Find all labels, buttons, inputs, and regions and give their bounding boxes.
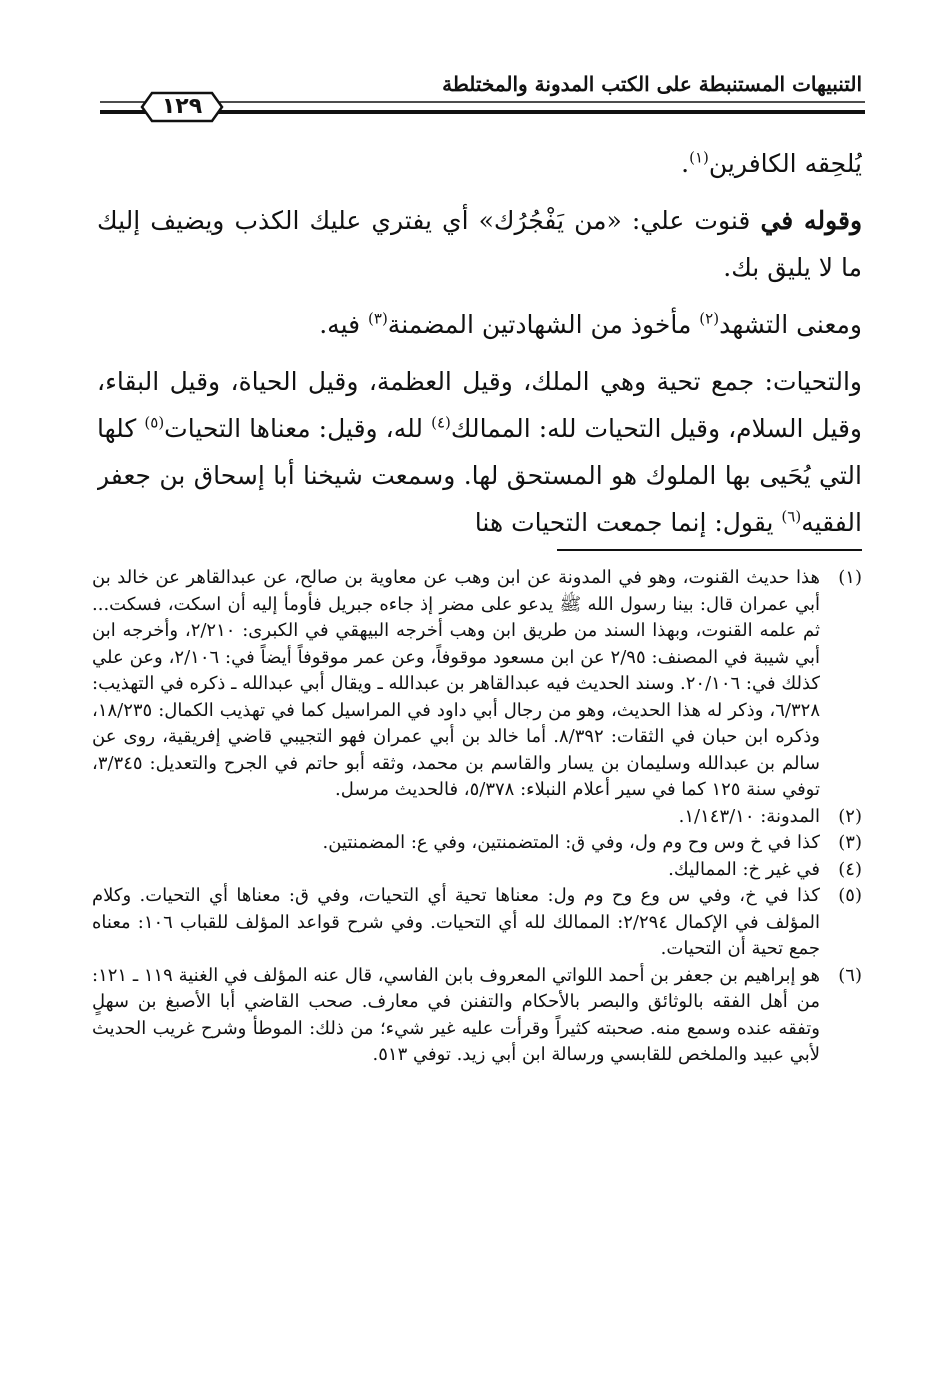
paragraph-4-text-b: لله، وقيل: معناها التحيات — [164, 414, 432, 443]
footnote-text: هذا حديث القنوت، وهو في المدونة عن ابن وهب عن معاوية بن صالح، عن عبدالقاهر عن خالد بن أبي عمران قال: بينا رسول الله ﷺ يدعو على مضر إذ جاءه جبريل فأومأ إليه أن اسكت، فسكت... ثم علمه القنوت، وبهذا السند من طريق ابن وهب أخرجه البيهقي في الكبرى: ٢/٢١٠، وأخرجه ابن أبي شيبة في المصنف: ٢/٩٥ عن ابن مسعود موقوفاً، وعن عمر موقوفاً أيضاً في: ٢/١٠٦، وعن علي كذلك في: ٢٠/١٠٦. وسند الحديث فيه عبدالقاهر بن عبدالله ـ ويقال أبي عبدالله ـ ذكره في التهذيب: ٦/٣٢٨، وذكر له هذا الحديث، وهو من رجال أبي داود في المراسيل كما في تهذيب الكمال: ١٨/٢٣٥، وذكره ابن حبان في الثقات: ٨/٣٩٢. أما خالد بن أبي عمران فهو التجيبي قاضي إفريقية، روى عن سالم بن عبدالله وسليمان بن يسار والقاسم بن محمد، وثقه أبو حاتم في الجرح والتعديل: ٣/٣٤٥، توفي سنة ١٢٥ كما في سير أعلام النبلاء: ٥/٣٧٨، فالحديث مرسل. — [92, 567, 820, 800]
footnote-ref-3[interactable]: (٣) — [368, 309, 388, 328]
footnote-3 — [92, 830, 862, 857]
footnote-separator — [557, 549, 862, 551]
footnote-text: هو إبراهيم بن جعفر بن أحمد اللواتي المعروف بابن الفاسي، قال عنه المؤلف في الغنية ١١٩ ـ ١٢١: من أهل الفقه بالوثائق والبصر بالأحكام والتفنن في معارف. صحب القاضي أبا الأصبغ بن سهلٍ وتفقه عنده وسمع منه. صحبته كثيراً وقرأت عليه غير شيء؛ من ذلك: الموطأ وشرح غريب الحديث لأبي عبيد والملخص للقابسي ورسالة ابن أبي زيد. توفي ٥١٣. — [92, 964, 820, 1065]
paragraph-3-text-b: مأخوذ من الشهادتين المضمنة — [387, 310, 700, 339]
footnote-ref-6[interactable]: (٦) — [781, 507, 802, 526]
paragraph-3-text-a: ومعنى التشهد — [719, 310, 862, 339]
footnote-ref-1[interactable]: (١) — [689, 148, 709, 167]
paragraph-2-lead: وقوله في — [760, 206, 862, 235]
paragraph-4-text-c: كلها التي يُحَيى بها الملوك هو المستحق لها. وسمعت شيخنا أبا إسحاق بن جعفر الفقيه — [97, 414, 862, 537]
footnote-number: (٢) — [838, 805, 862, 827]
footnote-ref-5[interactable]: (٥) — [144, 413, 165, 432]
footnote-text: المدونة: ١/١٤٣/١٠. — [678, 805, 820, 827]
paragraph-3-text-c: فيه. — [319, 310, 369, 339]
footnotes — [92, 565, 862, 1069]
footnote-text: في غير خ: المماليك. — [668, 858, 820, 880]
footnote-text: كذا في خ وس وح وم ول، وفي ق: المتضمنتين، وفي ع: المضمنتين. — [322, 832, 820, 853]
paragraph-4 — [97, 358, 862, 546]
footnote-number: (٣) — [838, 832, 862, 853]
footnote-number: (٦) — [838, 964, 862, 986]
footnote-number: (١) — [838, 567, 862, 588]
paragraph-1 — [97, 140, 862, 187]
paragraph-2 — [97, 197, 862, 291]
paragraph-4-text-d: يقول: إنما جمعت التحيات هنا — [474, 508, 782, 537]
footnote-ref-2[interactable]: (٢) — [699, 309, 720, 328]
main-text — [97, 140, 862, 546]
footnote-text: كذا في خ، وفي س وع وح وم ول: معناها تحية أي التحيات، وفي ق: معناها أي التحيات. وكلام المؤلف في الإكمال ٢/٢٩٤: الممالك لله أي التحيات. وفي شرح قواعد المؤلف للقباب ١٠٦: معناه جمع تحية أن التحيات. — [92, 885, 820, 959]
paragraph-2-text: قنوت علي: «من يَفْجُرُك» أي يفتري عليك الكذب ويضيف إليك ما لا يليق بك. — [97, 206, 862, 282]
footnote-5 — [92, 883, 862, 963]
footnote-4 — [92, 857, 862, 884]
running-title: التنبيهات المستنبطة على الكتب المدونة والمختلطة — [442, 72, 862, 96]
paragraph-1-end: . — [681, 149, 690, 178]
paragraph-1-text: يُلحِقه الكافرين — [708, 149, 862, 178]
page-number: ١٢٩ — [161, 94, 203, 119]
footnote-number: (٤) — [838, 858, 862, 880]
footnote-2 — [92, 804, 862, 831]
footnote-6 — [92, 963, 862, 1069]
footnote-1 — [92, 565, 862, 804]
paragraph-4-text-a: والتحيات: جمع تحية وهي الملك، وقيل العظمة، وقيل الحياة، وقيل البقاء، وقيل السلام، وقيل التحيات لله: الممالك — [97, 367, 862, 443]
paragraph-3 — [97, 301, 862, 348]
footnote-ref-4[interactable]: (٤) — [431, 413, 451, 432]
footnote-number: (٥) — [838, 885, 862, 906]
